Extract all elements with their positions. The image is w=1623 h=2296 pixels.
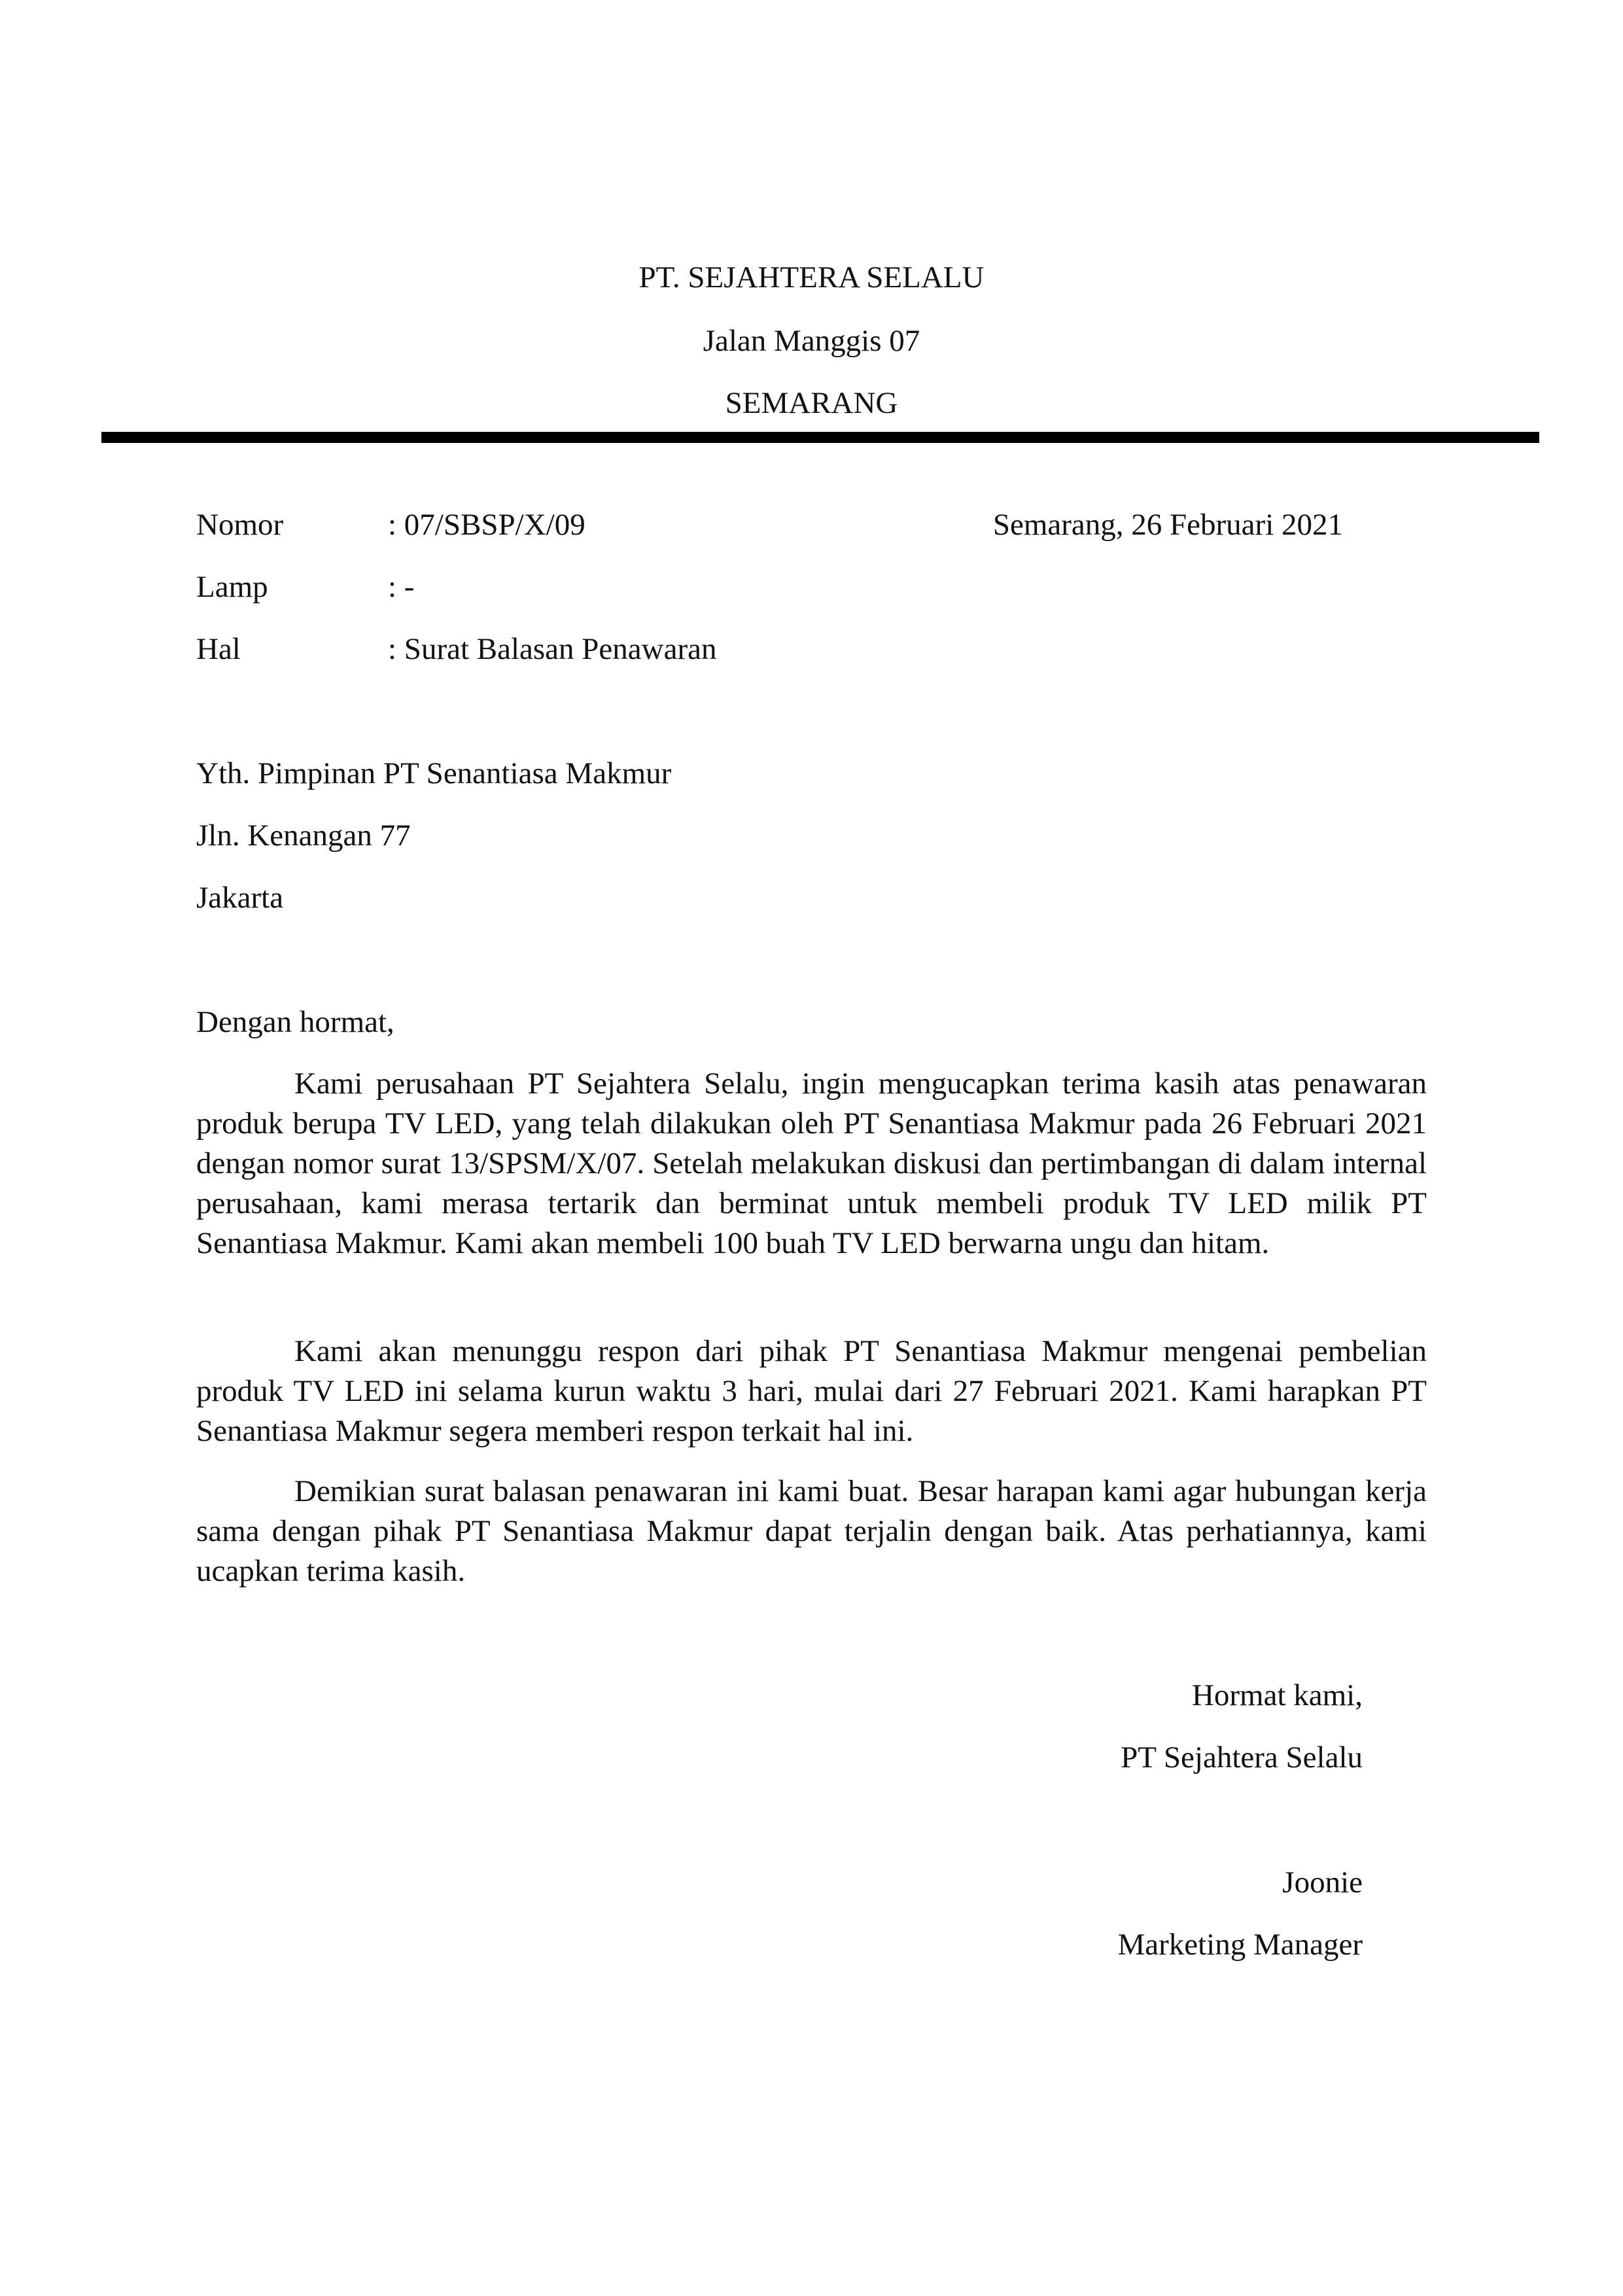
- letterhead-city: SEMARANG: [725, 386, 898, 420]
- meta-subject-value: : Surat Balasan Penawaran: [388, 632, 717, 666]
- closing-company: PT Sejahtera Selalu: [1121, 1740, 1363, 1775]
- letter-place-date: Semarang, 26 Februari 2021: [992, 508, 1343, 542]
- meta-number-value: : 07/SBSP/X/09: [388, 508, 585, 542]
- letterhead-street: Jalan Manggis 07: [703, 324, 920, 358]
- letterhead-company: PT. SEJAHTERA SELALU: [638, 260, 985, 294]
- recipient-line-1: Yth. Pimpinan PT Senantiasa Makmur: [196, 756, 672, 790]
- letterhead-divider: [101, 432, 1539, 443]
- meta-subject-label: Hal: [196, 632, 241, 666]
- recipient-line-2: Jln. Kenangan 77: [196, 819, 411, 853]
- signer-title: Marketing Manager: [1117, 1928, 1363, 1962]
- closing-greeting: Hormat kami,: [1191, 1678, 1363, 1712]
- body-paragraph-1: Kami perusahaan PT Sejahtera Selalu, ingin mengucapkan terima kasih atas penawaran produk berupa TV LED, yang telah dilakukan oleh PT Senantiasa Makmur pada 26 Februari 2021 dengan nomor surat 13/SPSM/X/07. Setelah melakukan diskusi dan pertimbangan di dalam internal perusahaan, kami merasa tertarik dan berminat untuk membeli produk TV LED milik PT Senantiasa Makmur. Kami akan membeli 100 buah TV LED berwarna ungu dan hitam.: [196, 1067, 1427, 1260]
- recipient-line-3: Jakarta: [196, 881, 284, 915]
- salutation: Dengan hormat,: [196, 1005, 394, 1039]
- signer-name: Joonie: [1282, 1865, 1363, 1899]
- body-paragraph-2: Kami akan menunggu respon dari pihak PT Senantiasa Makmur mengenai pembelian produk TV LED ini selama kurun waktu 3 hari, mulai dari 27 Februari 2021. Kami harapkan PT Senantiasa Makmur segera memberi respon terkait hal ini.: [196, 1334, 1427, 1448]
- meta-attachment-value: : -: [388, 570, 415, 604]
- meta-number-label: Nomor: [196, 508, 284, 542]
- body-paragraph-3: Demikian surat balasan penawaran ini kami buat. Besar harapan kami agar hubungan kerja sama dengan pihak PT Senantiasa Makmur dapat terjalin dengan baik. Atas perhatiannya, kami ucapkan terima kasih.: [196, 1474, 1427, 1588]
- meta-attachment-label: Lamp: [196, 570, 268, 604]
